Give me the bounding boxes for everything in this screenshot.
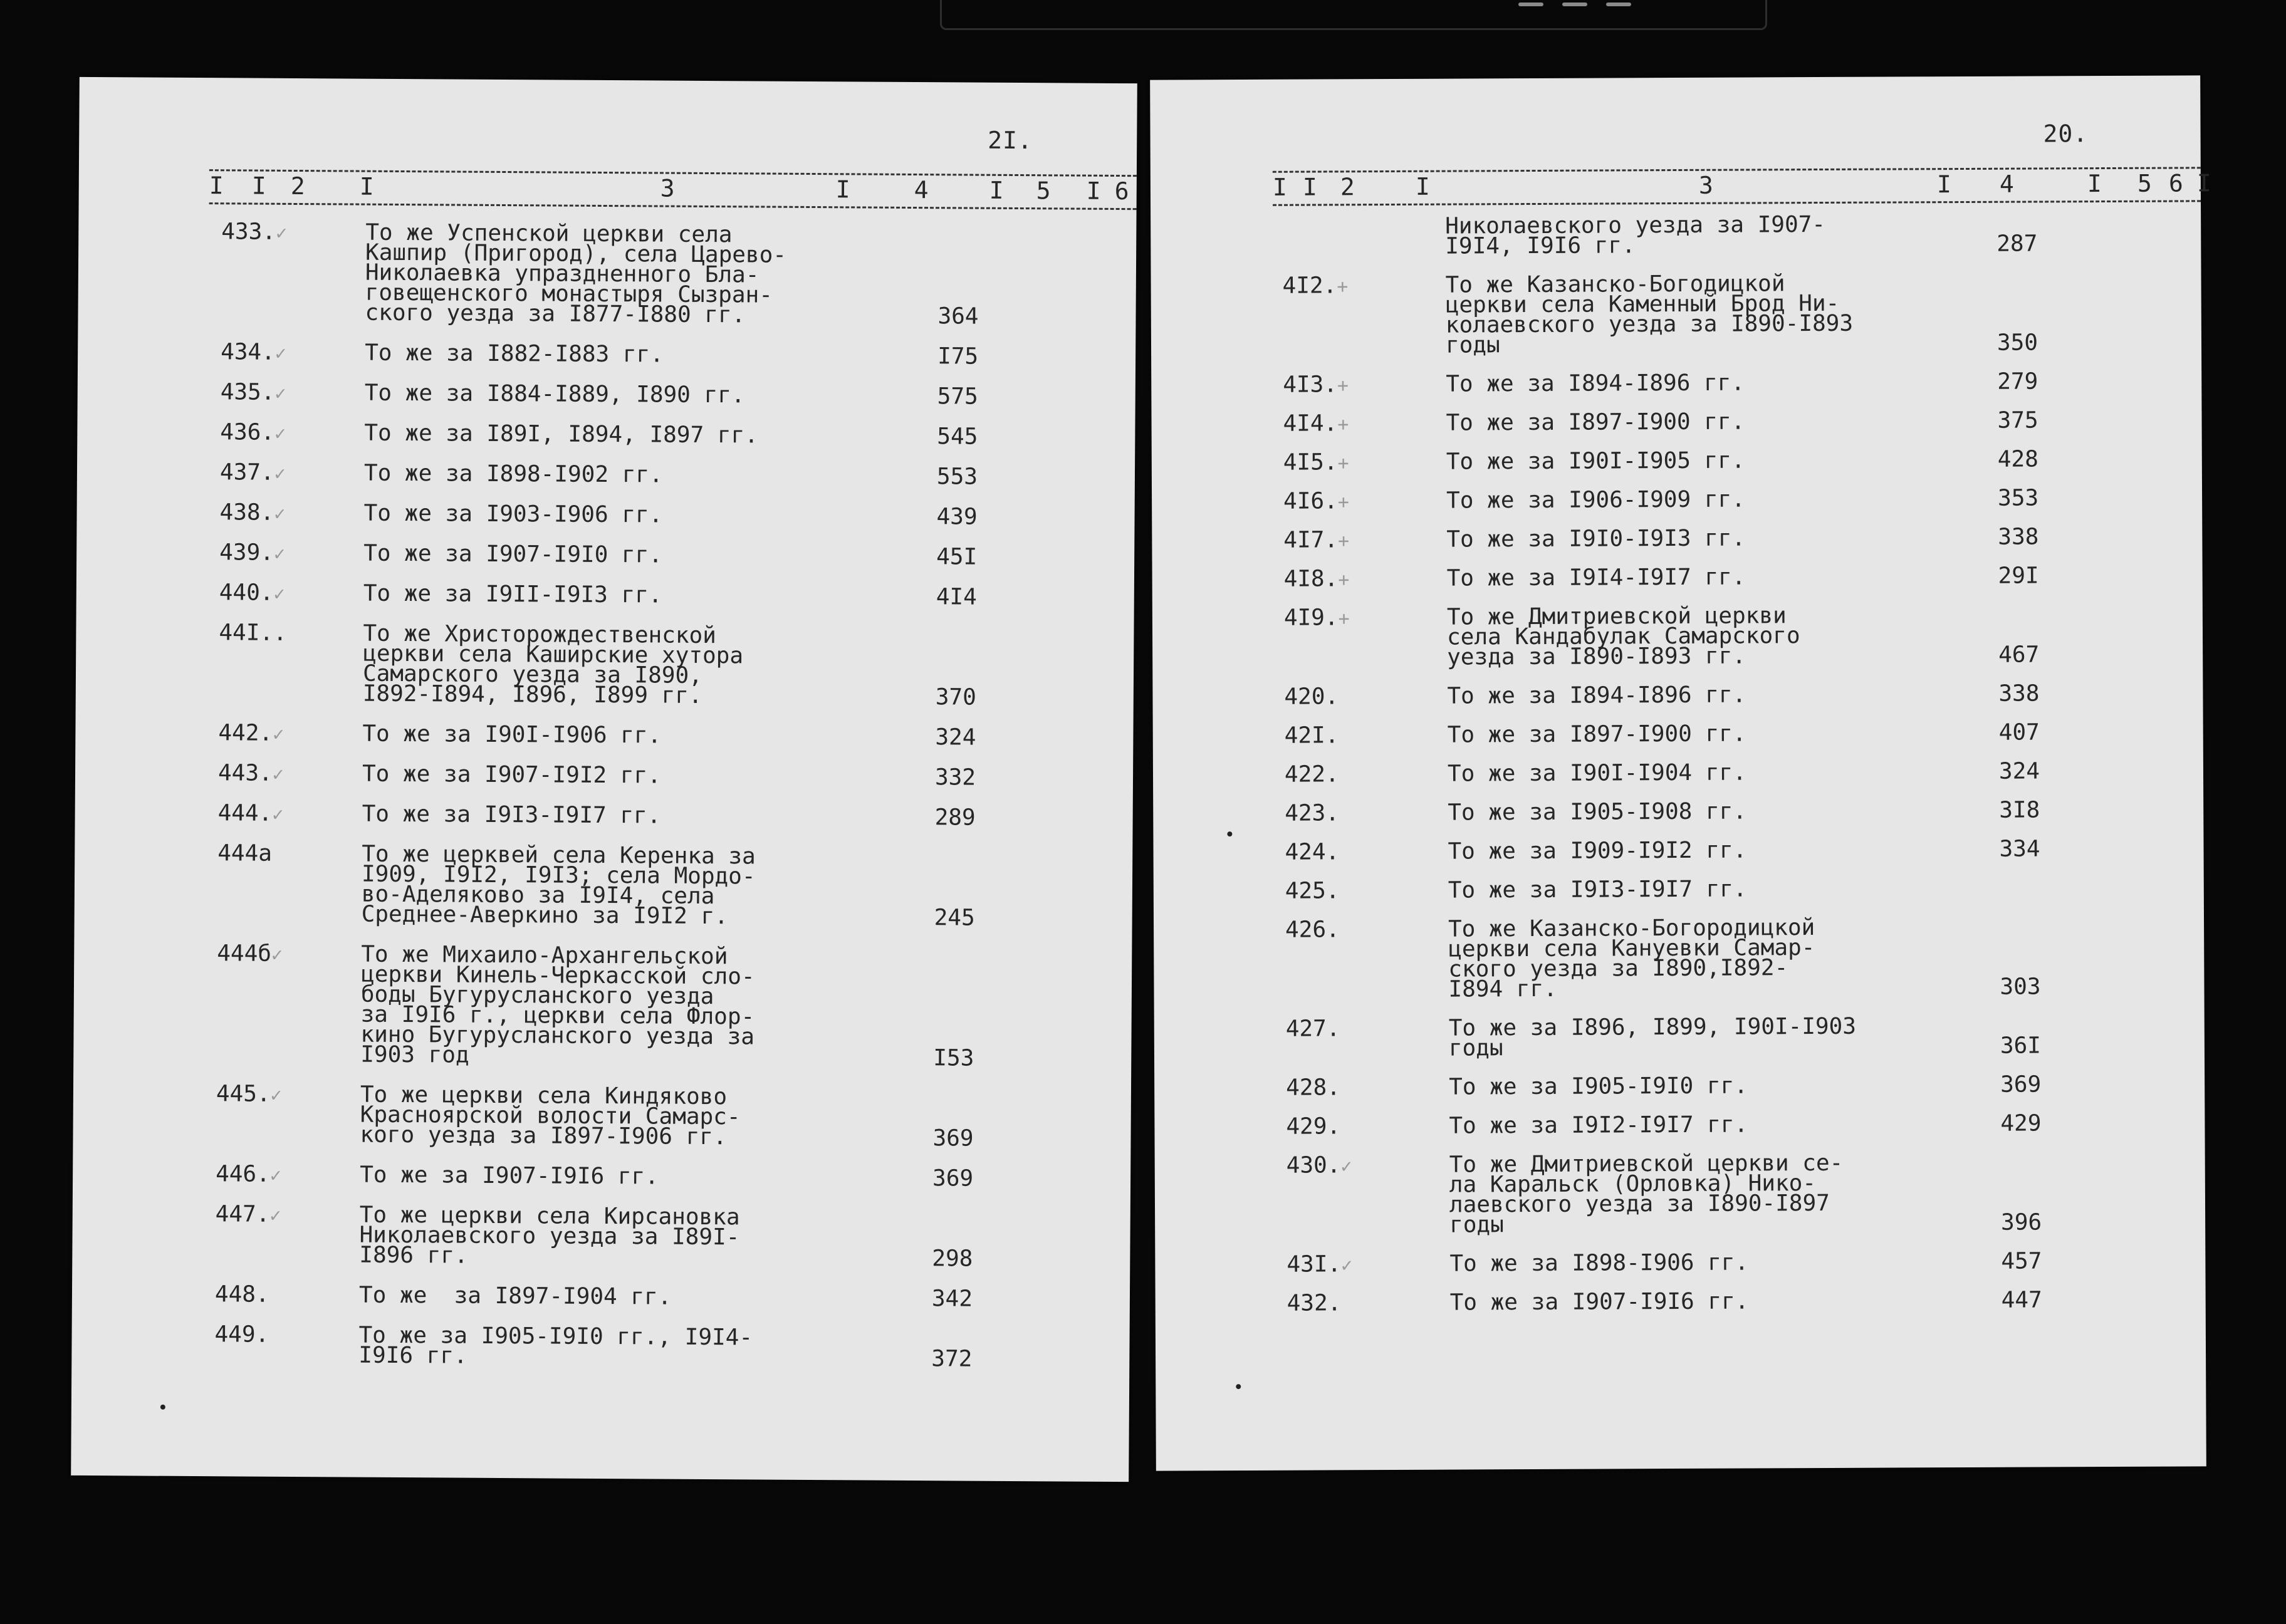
item-sheet-count: 369 [932, 1165, 974, 1192]
column-header-6: 6 [1114, 177, 1129, 206]
item-description: То же Успенской церкви села Кашпир (Пригород), села Царево- Николаевка упраздненного Бла- говещенского монастыря Сызран- ского уезда за I877-I880 гг. [365, 219, 787, 328]
item-description: То же за I882-I883 гг. [365, 340, 664, 368]
list-item [72, 1201, 1130, 1290]
item-number: 433.✓ [221, 219, 288, 245]
check-mark-icon: ✓ [273, 583, 285, 605]
item-sheet-count: 439 [936, 504, 978, 530]
film-mark [1606, 3, 1631, 6]
item-number: 42I. [1284, 722, 1339, 749]
item-description: То же за I907-I9I2 гг. [362, 761, 661, 789]
item-description: То же за I905-I9I0 гг. [1449, 1073, 1748, 1100]
check-mark-icon: ✓ [273, 723, 284, 746]
column-header-5: 5 [2137, 169, 2152, 197]
item-sheet-count: 303 [2000, 974, 2041, 1000]
page-number: 2I. [988, 126, 1033, 155]
item-number: 4I9.+ [1283, 605, 1350, 631]
item-description: То же Дмитриевской церкви села Кандабулак Самарского уезда за I890-I893 гг. [1446, 603, 1800, 670]
list-item [76, 622, 1134, 729]
list-item [1153, 719, 2203, 765]
item-sheet-count: 407 [1998, 719, 2040, 746]
item-description: То же за I9II-I9I3 гг. [363, 580, 662, 608]
check-mark-icon: ✓ [274, 342, 287, 365]
column-header-1: I [1302, 173, 1317, 201]
column-header-6: 6 [2168, 169, 2183, 197]
item-sheet-count: 370 [935, 684, 976, 710]
item-sheet-count: 369 [2000, 1071, 2042, 1098]
item-description: То же за I90I-I906 гг. [362, 721, 662, 749]
check-mark-icon: + [1337, 452, 1349, 475]
item-description: То же церкви села Киндяково Красноярской волости Самарс- кого уезда за I897-I906 гг. [360, 1081, 741, 1150]
column-header-row [1272, 167, 2211, 206]
item-description: То же за I89I, I894, I897 гг. [364, 420, 759, 449]
column-header-3: 3 [660, 174, 675, 202]
item-description: То же за I884-I889, I890 гг. [364, 380, 745, 409]
item-number: 449. [214, 1321, 269, 1348]
right-page [1150, 75, 2211, 1470]
item-sheet-count: 545 [937, 424, 978, 450]
item-description: То же за I90I-I905 гг. [1446, 447, 1745, 475]
item-description: То же за I907-I9I0 гг. [363, 540, 663, 568]
item-sheet-count: 429 [2000, 1110, 2042, 1137]
item-description: То же за I909-I9I2 гг. [1448, 837, 1747, 865]
item-description: То же Казанско-Богодицкой церкви села Каменный Брод Ни- колаевского уезда за I890-I893 годы [1445, 271, 1854, 358]
list-item [1153, 838, 2203, 882]
check-mark-icon: ✓ [270, 1084, 282, 1106]
list-item [1155, 1152, 2206, 1255]
page-number: 20. [2043, 120, 2089, 148]
column-header-3: 3 [1698, 171, 1713, 199]
item-sheet-count: 36I [2000, 1033, 2042, 1059]
item-number: 445.✓ [216, 1081, 282, 1107]
paper-spot [1236, 1384, 1241, 1389]
item-sheet-count: 3I8 [1999, 797, 2040, 823]
list-item [1152, 680, 2203, 726]
item-number: 430.✓ [1286, 1152, 1352, 1179]
item-description: То же за I905-I908 гг. [1448, 798, 1747, 826]
column-header-4: 4 [914, 176, 929, 204]
item-sheet-count: 334 [1999, 836, 2040, 862]
item-number: 436.✓ [220, 419, 286, 445]
list-item [1154, 1071, 2205, 1117]
item-sheet-count: 245 [934, 905, 975, 931]
item-sheet-count: 447 [2001, 1287, 2042, 1313]
list-item [1152, 565, 2203, 608]
check-mark-icon: ✓ [272, 803, 284, 826]
column-header-separator: I [1086, 177, 1101, 205]
check-mark-icon: ✓ [269, 1164, 282, 1187]
check-mark-icon: + [1338, 569, 1350, 591]
check-mark-icon: + [1338, 608, 1350, 630]
item-number: 428. [1286, 1075, 1340, 1101]
column-header-4: 4 [1999, 170, 2014, 198]
list-item [1152, 487, 2202, 531]
item-description: То же за I907-I9I6 гг. [360, 1162, 659, 1190]
item-number: 444.✓ [217, 800, 284, 826]
film-mark [1518, 3, 1543, 6]
item-number: 4I4.+ [1283, 410, 1349, 437]
check-mark-icon: ✓ [1340, 1155, 1352, 1178]
item-description: То же Казанско-Богородицкой церкви села Кануевки Самар- ского уезда за I890,I892- I894 гг. [1448, 915, 1815, 1002]
item-description: То же за I898-I906 гг. [1449, 1249, 1749, 1277]
item-description: То же за I905-I9I0 гг., I9I4- I9I6 гг. [358, 1322, 753, 1369]
item-sheet-count: 324 [935, 724, 976, 751]
item-sheet-count: 338 [1998, 524, 2039, 550]
inventory-list [71, 221, 1136, 1390]
list-item [1154, 1015, 2205, 1078]
column-header-2: 2 [1340, 173, 1355, 201]
check-mark-icon: ✓ [272, 763, 284, 786]
item-description: То же за I9I3-I9I7 гг. [1448, 876, 1747, 903]
paper-spot [160, 1405, 165, 1410]
item-sheet-count: 575 [937, 383, 978, 410]
inventory-list [1151, 213, 2206, 1333]
item-description: То же за I896, I899, I90I-I903 годы [1448, 1013, 1857, 1061]
item-description: То же за I897-I900 гг. [1447, 721, 1746, 748]
check-mark-icon: + [1337, 414, 1349, 436]
film-mark [1562, 3, 1587, 6]
item-description: То же церкви села Кирсановка Николаевского уезда за I89I- I896 гг. [359, 1202, 740, 1269]
item-number: 442.✓ [218, 720, 284, 746]
item-sheet-count: I53 [933, 1045, 974, 1071]
item-sheet-count: 338 [1998, 680, 2040, 707]
item-number: 423. [1285, 800, 1340, 826]
check-mark-icon: ✓ [274, 382, 286, 405]
list-item [71, 1321, 1130, 1390]
column-header-2: 2 [290, 172, 305, 200]
list-item [78, 221, 1136, 348]
item-description: То же за I898-I902 гг. [363, 460, 663, 488]
item-description: То же за I894-I896 гг. [1447, 682, 1746, 709]
column-header-separator: I [1936, 170, 1951, 199]
item-sheet-count: 353 [1998, 485, 2039, 511]
check-mark-icon: ✓ [274, 422, 286, 445]
item-number: 425. [1285, 878, 1340, 904]
list-item [1152, 526, 2202, 570]
column-header-separator: I [1415, 172, 1430, 200]
column-header-separator: I [2196, 169, 2211, 197]
item-description: То же Дмитриевской церкви се- ла Каральск (Орловка) Нико- лаевского уезда за I890-I897 годы [1449, 1150, 1844, 1238]
item-number: 444б✓ [217, 940, 283, 967]
list-item [1151, 407, 2201, 453]
item-number: 4I6.+ [1283, 488, 1349, 514]
item-sheet-count: 4I4 [936, 584, 977, 610]
item-description: То же за I9I4-I9I7 гг. [1446, 564, 1746, 591]
item-number: 427. [1285, 1016, 1340, 1042]
item-number: 440.✓ [219, 580, 285, 606]
check-mark-icon: ✓ [1341, 1254, 1353, 1277]
item-sheet-count: 369 [932, 1125, 974, 1152]
item-sheet-count: 332 [934, 764, 976, 791]
column-header-separator: I [835, 175, 850, 204]
list-item [1152, 446, 2202, 492]
list-item [1153, 799, 2203, 843]
item-description: То же за I90I-I904 гг. [1447, 759, 1746, 787]
list-item [73, 940, 1132, 1090]
item-description: Николаевского уезда за I907- I9I4, I9I6 гг. [1445, 211, 1826, 259]
item-sheet-count: 298 [932, 1246, 973, 1272]
check-mark-icon: + [1337, 276, 1349, 298]
item-description: То же за I897-I900 гг. [1446, 409, 1745, 436]
check-mark-icon: ✓ [273, 543, 286, 565]
item-sheet-count: 45I [936, 544, 978, 570]
item-number: 4I2.+ [1282, 273, 1349, 299]
item-description: То же за I9I2-I9I7 гг. [1449, 1111, 1748, 1139]
column-header-5: 5 [1036, 177, 1051, 205]
item-number: 4I8.+ [1283, 566, 1350, 592]
item-sheet-count: 324 [1998, 758, 2040, 784]
item-sheet-count: I75 [937, 343, 979, 370]
item-description: То же за I894-I896 гг. [1446, 370, 1745, 397]
column-header-separator: I [209, 172, 224, 200]
list-item [1155, 1248, 2205, 1294]
item-number: 443.✓ [217, 760, 284, 786]
item-sheet-count: 467 [1998, 642, 2040, 668]
item-number: 4I5.+ [1283, 449, 1349, 476]
list-item [1153, 758, 2203, 804]
item-sheet-count: 29I [1998, 563, 2039, 589]
item-sheet-count: 287 [1996, 231, 2038, 257]
item-description: То же церквей села Керенка за I909, I9I2, I9I3; села Мордо- во-Аделяково за I9I4, села Среднее-Аверкино за I9I2 г. [361, 841, 756, 930]
item-number: 444а [217, 840, 273, 867]
item-sheet-count: 396 [2001, 1209, 2042, 1236]
check-mark-icon: + [1337, 491, 1349, 514]
item-number: 434.✓ [221, 339, 287, 365]
film-frame-edge [940, 0, 1767, 30]
check-mark-icon: ✓ [274, 462, 286, 485]
column-header-row [209, 169, 1137, 210]
item-number: 424. [1285, 839, 1340, 865]
item-description: То же за I907-I9I6 гг. [1449, 1288, 1749, 1316]
item-description: То же Христорождественской церкви села Каширские хутора Самарского уезда за I890, I892-I894, I896, I899 гг. [362, 620, 744, 709]
item-sheet-count: 279 [1997, 368, 2038, 395]
item-number: 4I3.+ [1283, 372, 1349, 398]
list-item [1151, 368, 2201, 414]
check-mark-icon: + [1337, 375, 1349, 397]
column-header-separator: I [2087, 170, 2102, 198]
item-number: 4I7.+ [1283, 527, 1350, 553]
item-number: 422. [1284, 761, 1339, 788]
list-item [1154, 877, 2204, 920]
column-header-separator: I [1272, 173, 1287, 201]
list-item [1154, 1110, 2205, 1156]
item-description: То же за I897-I904 гг. [358, 1282, 672, 1310]
item-description: То же за I906-I909 гг. [1446, 486, 1746, 514]
item-description: То же за I9I0-I9I3 гг. [1446, 525, 1746, 553]
item-sheet-count: 364 [937, 303, 979, 330]
item-number: 439.✓ [219, 539, 286, 566]
item-sheet-count: 342 [931, 1286, 973, 1312]
item-description: То же за I903-I906 гг. [363, 500, 663, 528]
item-sheet-count: 350 [1996, 330, 2038, 356]
list-item [74, 840, 1132, 949]
check-mark-icon: + [1338, 530, 1350, 553]
item-sheet-count: 372 [931, 1346, 973, 1372]
item-number: 447.✓ [215, 1201, 281, 1227]
list-item [1154, 916, 2205, 1019]
left-page [71, 77, 1137, 1482]
item-number: 420. [1284, 684, 1339, 710]
check-mark-icon: ✓ [274, 502, 286, 525]
column-header-separator: I [359, 172, 374, 200]
list-item [1151, 272, 2202, 375]
item-number: 446.✓ [216, 1161, 282, 1187]
item-number: 426. [1285, 917, 1340, 943]
item-sheet-count: 457 [2001, 1248, 2042, 1274]
item-number: 43I.✓ [1287, 1251, 1353, 1278]
check-mark-icon: ✓ [269, 1204, 281, 1227]
paper-spot [1227, 831, 1232, 836]
item-number: 437.✓ [219, 459, 286, 486]
check-mark-icon: ✓ [275, 222, 288, 244]
check-mark-icon: ✓ [271, 944, 283, 966]
item-number: 432. [1287, 1290, 1342, 1316]
item-description: То же за I9I3-I9I7 гг. [362, 801, 661, 829]
item-number: 435.✓ [220, 379, 286, 405]
column-header-1: I [251, 172, 266, 200]
item-number: 44I.. [219, 620, 287, 646]
item-sheet-count: 428 [1997, 446, 2038, 472]
list-item [1152, 604, 2203, 687]
item-sheet-count: 375 [1997, 407, 2038, 434]
list-item [73, 1083, 1131, 1170]
item-number: 429. [1286, 1113, 1341, 1140]
item-sheet-count: 553 [936, 464, 978, 490]
item-number: 438.✓ [219, 499, 286, 526]
item-number: 448. [214, 1281, 269, 1308]
list-item [1151, 213, 2201, 276]
column-header-separator: I [989, 176, 1004, 204]
item-description: То же Михаило-Архангельской церкви Кинель-Черкасской сло- боды Бугурусланского уезда за I9I6 г., церкви села Флор- кино Бугурусланского уезда за I903 год [360, 941, 755, 1068]
list-item [1156, 1289, 2206, 1333]
item-sheet-count: 289 [934, 804, 976, 831]
